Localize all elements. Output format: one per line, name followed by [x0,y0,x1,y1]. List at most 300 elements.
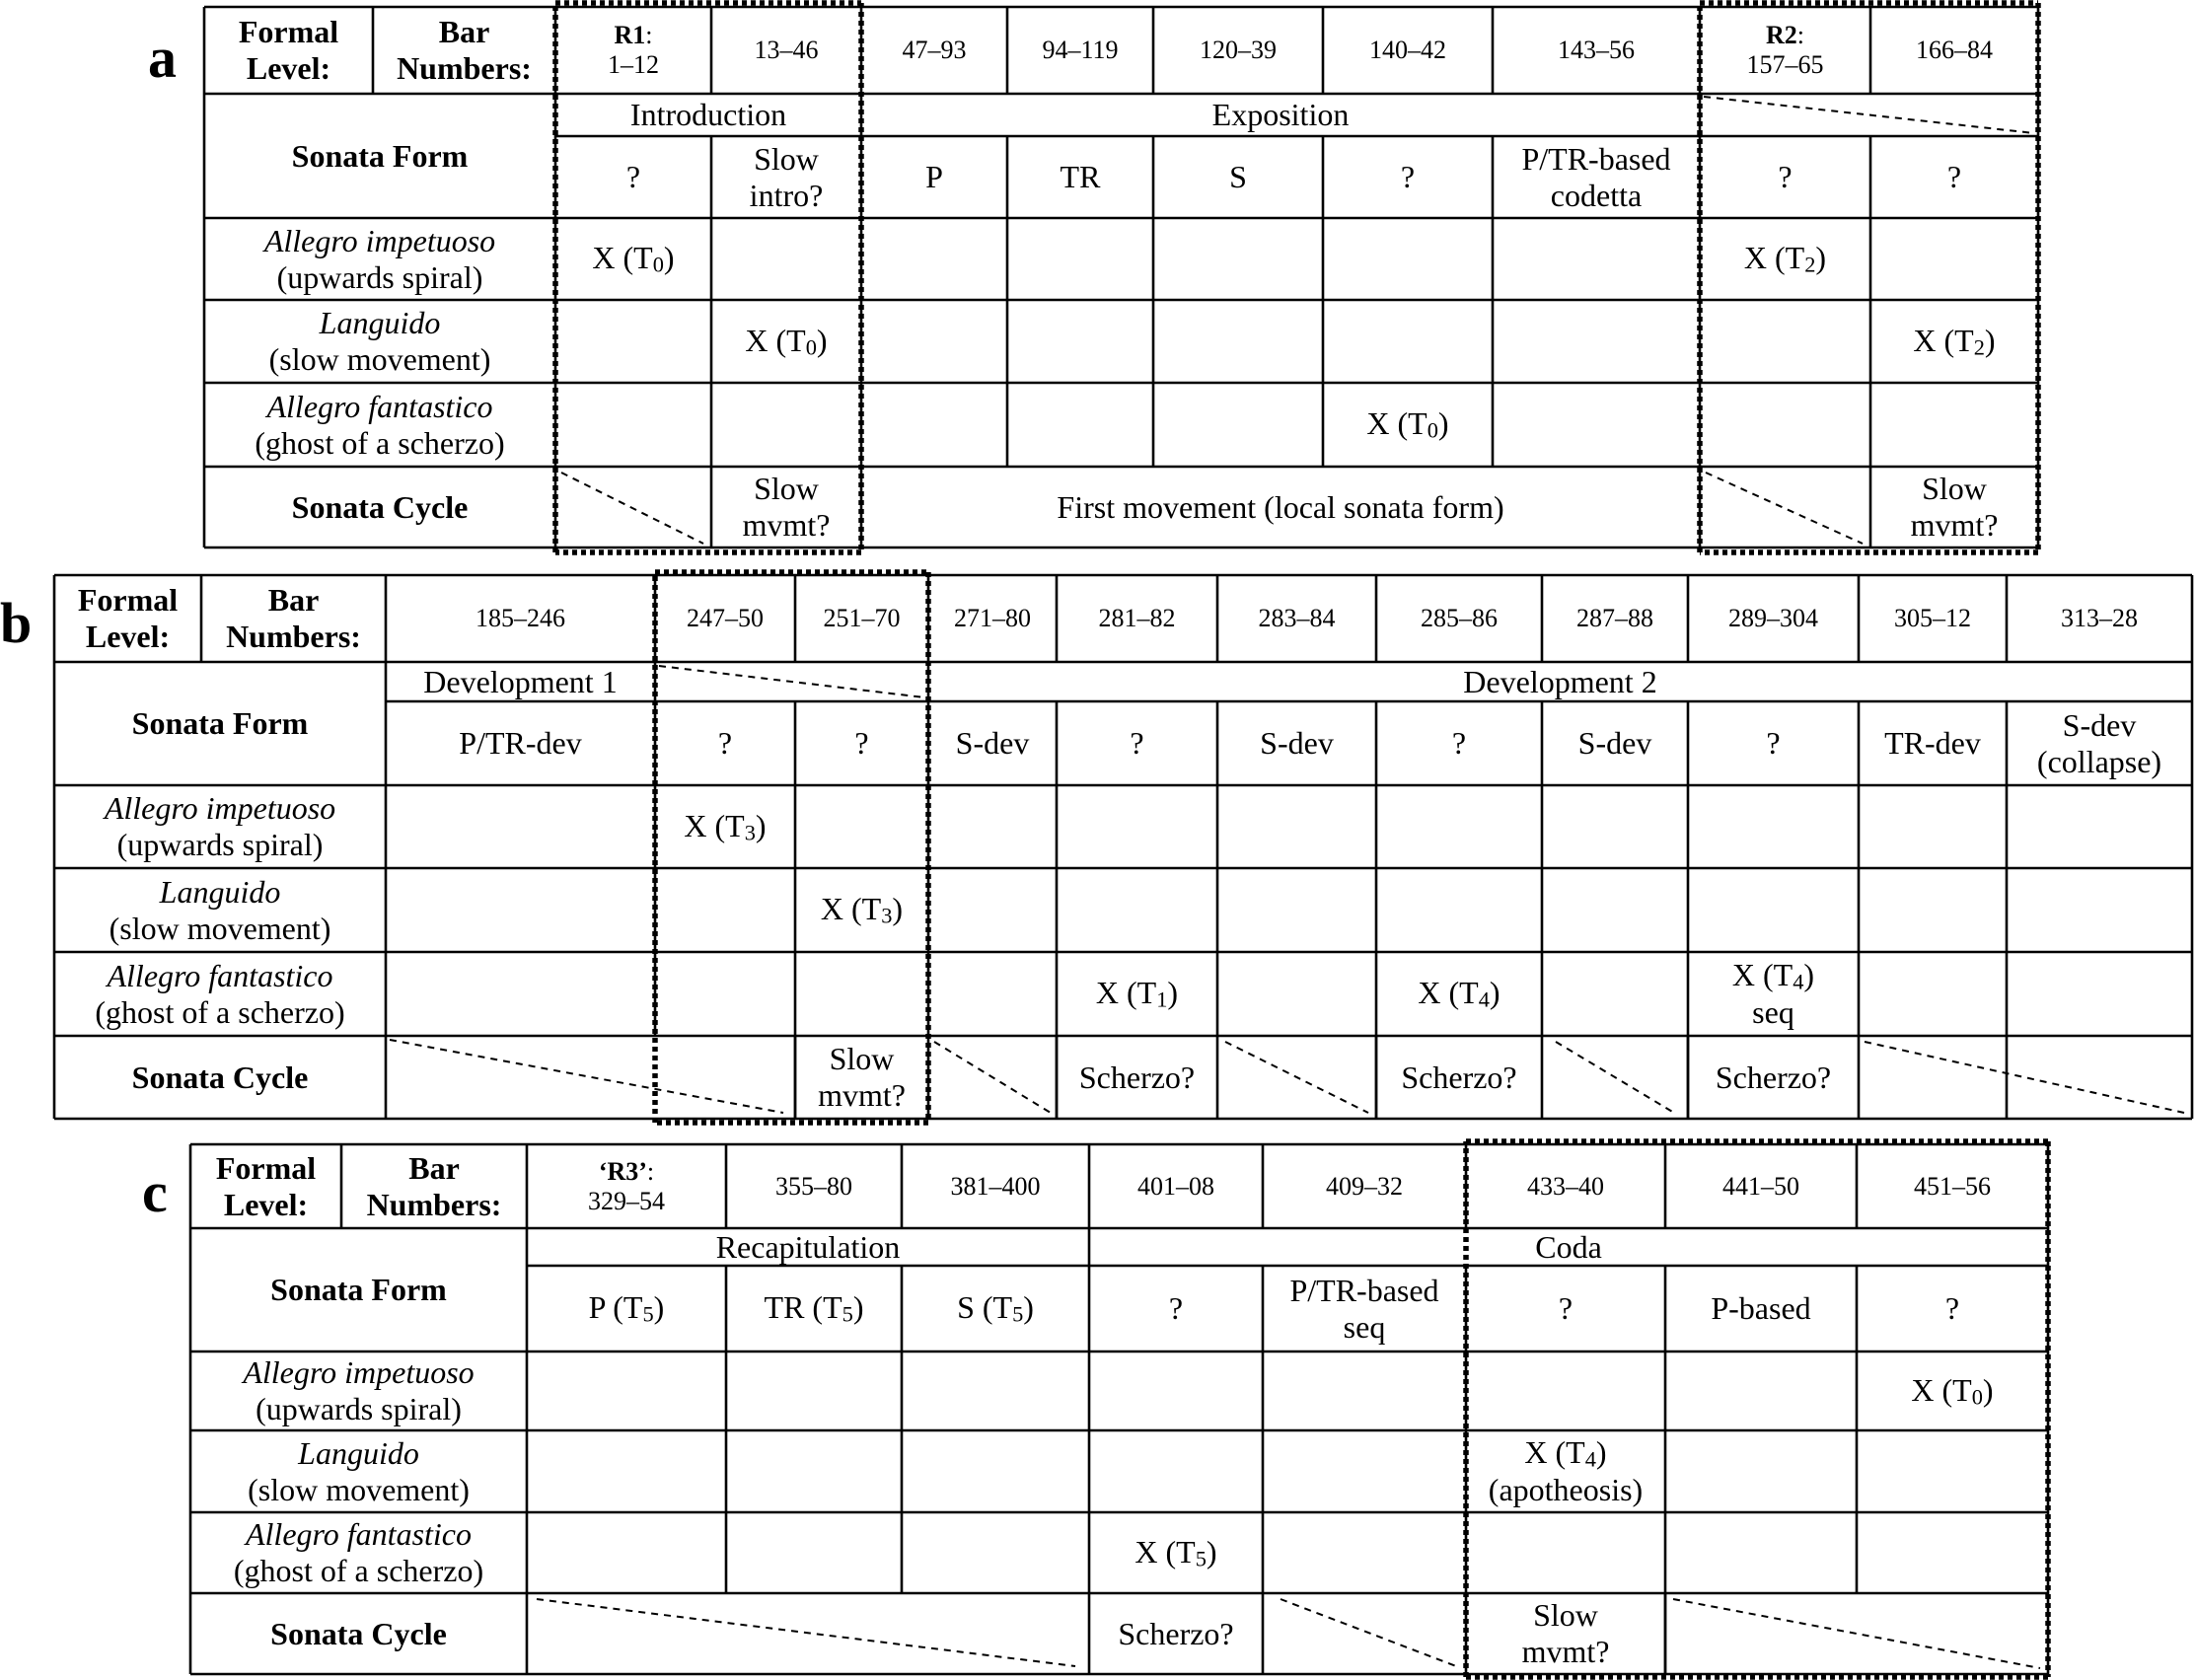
cell-text-line: Development 2 [1463,663,1657,699]
cell-text-line: X $(T_5)$ [1135,1533,1217,1571]
allegro-fantastico-cell [1376,952,1542,1036]
allegro-impetuoso-cell [1700,218,1870,300]
allegro-fantastico-cell [1542,952,1688,1036]
allegro-fantastico-cell [2007,952,2192,1036]
allegro-impetuoso-cell [1153,218,1323,300]
cell-text-line: Scherzo? [1715,1059,1832,1095]
sonata-cycle-cell [1688,1036,1859,1119]
cell-text-line: S-dev [1577,725,1652,762]
languido-cell [555,300,711,383]
bar-number-cell [1263,1144,1466,1228]
cell-text-line: Level: [246,50,331,86]
bar-range: 381–400 [950,1171,1041,1201]
sonata-form-cell [1859,701,2007,785]
languido-cell [1057,868,1217,952]
allegro-impetuoso-cell [1665,1351,1857,1430]
bar-numbers-label [373,7,555,94]
bar-number-cell [726,1144,902,1228]
languido-cell [726,1430,902,1512]
bar-number-cell [655,575,795,662]
languido-cell [1466,1430,1665,1512]
sonata-form-cell [1493,136,1700,218]
cell-text-line: ? [1451,725,1467,762]
allegro-impetuoso-cell [902,1351,1089,1430]
cell-text-line: Slow [754,471,819,507]
cell-text-line: TR $(T_5)$ [764,1289,864,1327]
bar-range: 140–42 [1369,36,1446,65]
cell-text-line: Formal [77,582,179,619]
sonata-form-cell [1542,701,1688,785]
sonata-cycle-cell [795,1036,928,1119]
cell-text-line: X $(T_4)$ [1418,975,1501,1012]
cell-text-line: Scherzo? [1118,1615,1234,1651]
cell-text-line: (ghost of a scherzo) [233,1553,484,1588]
languido-cell [1688,868,1859,952]
cell-text-line: P [925,159,943,195]
allegro-fantastico-cell [1007,383,1153,467]
sonata-form-cell [1153,136,1323,218]
cell-text-line: S-dev [2062,706,2137,743]
cell-text-line: Languido [159,873,281,910]
diagonal-empty [390,1040,783,1113]
cell-text-line: (collapse) [2036,743,2162,779]
row-label-sonata-cycle [54,1036,386,1119]
allegro-fantastico-cell [386,952,655,1036]
sonata-cycle-cell [711,467,861,548]
subscript: 3 [881,903,893,928]
languido-cell [2007,868,2192,952]
row-label-allegro-impetuoso [54,785,386,868]
cell-text-line: ? [1130,725,1144,762]
languido-cell [902,1430,1089,1512]
cell-text-line: mvmt? [818,1077,906,1113]
cell-text-line: codetta [1550,177,1643,213]
sonata-form-cell [527,1266,726,1351]
sonata-form-cell [1870,136,2038,218]
panel-letter: b [0,591,33,655]
bar-number-cell [1466,1144,1665,1228]
cell-text-line: 251–70 [823,604,901,633]
formal-level-label [190,1144,341,1228]
cell-text-line: Slow [829,1041,895,1077]
allegro-fantastico-cell [861,383,1007,467]
bar-number-cell [1323,7,1493,94]
cell-text-line: ? [1558,1290,1574,1327]
cell-text-line: 283–84 [1258,604,1336,633]
formal-level-label [204,7,373,94]
languido-cell [1542,868,1688,952]
cell-text-line: X $(T_0)$ [592,240,675,277]
cell-text-line: Allegro impetuoso [263,222,496,258]
allegro-fantastico-cell [1263,1512,1466,1593]
allegro-impetuoso-cell [527,1351,726,1430]
sonata-form-cell [861,136,1007,218]
cell-text-line: X $(T_1)$ [1095,975,1179,1012]
sonata-form-cell [1263,1266,1466,1351]
bar-range: 47–93 [902,36,967,65]
bar-range: 94–119 [1042,36,1119,65]
languido-cell [1376,868,1542,952]
allegro-impetuoso-cell [1859,785,2007,868]
bar-number-cell [386,575,655,662]
subscript: 0 [1427,417,1438,443]
allegro-impetuoso-cell [861,218,1007,300]
cell-text-line: Languido [298,1434,419,1471]
allegro-impetuoso-cell [655,785,795,868]
bar-range: 13–46 [754,36,819,65]
cell-text-line: (apotheosis) [1488,1472,1644,1508]
sonata-cycle-cell [1089,1593,1263,1674]
allegro-impetuoso-cell [1466,1351,1665,1430]
bar-prefix: ‘R3’: [598,1156,655,1186]
sonata-form-cell [711,136,861,218]
allegro-impetuoso-cell [1493,218,1700,300]
allegro-fantastico-cell [1323,383,1493,467]
languido-cell [1859,868,2007,952]
allegro-fantastico-cell [1493,383,1700,467]
bar-number-cell [902,1144,1089,1228]
sonata-form-cell [386,701,655,785]
languido-cell [711,300,861,383]
row-label-allegro-impetuoso [190,1351,527,1430]
cell-text-line: 313–28 [2061,604,2138,633]
cell-text-line: S-dev [955,725,1030,762]
subscript: 5 [1195,1546,1207,1571]
allegro-impetuoso-cell [1542,785,1688,868]
cell-text-line: Numbers: [366,1186,502,1222]
allegro-impetuoso-cell [1057,785,1217,868]
allegro-impetuoso-cell [726,1351,902,1430]
diagonal-empty [1556,1042,1674,1113]
cell-text-line: seq [1343,1308,1386,1345]
section-development-1 [386,662,655,701]
cell-text-line: X $(T_0)$ [745,322,828,360]
cell-text-line: P $(T_5)$ [588,1289,665,1327]
section-coda [1089,1228,2048,1266]
sonata-form-cell [1665,1266,1857,1351]
cell-text-line: 287–88 [1576,604,1653,633]
bar-range: 1–12 [608,50,659,79]
row-label-sonata-form [54,662,386,785]
subscript: 4 [1584,1446,1596,1472]
cell-text-line: Sonata Cycle [291,488,469,525]
cell-text-line: mvmt? [742,507,831,543]
bar-number-cell [1700,7,1870,94]
cell-text-line: ? [1168,1290,1184,1327]
bar-number-cell [1057,575,1217,662]
languido-cell [1493,300,1700,383]
row-label-sonata-form [204,94,555,218]
languido-cell [1700,300,1870,383]
cell-text-line: ? [1778,159,1793,195]
cell-text-line: ? [625,159,641,195]
bar-range: 409–32 [1326,1171,1403,1201]
bar-number-cell [1688,575,1859,662]
subscript: 2 [1973,334,1985,360]
allegro-fantastico-cell [711,383,861,467]
cell-text-line: Sonata Cycle [270,1615,447,1651]
bar-number-cell [711,7,861,94]
sonata-form-cell [1700,136,1870,218]
bar-range: 433–40 [1527,1171,1604,1201]
allegro-impetuoso-cell [1217,785,1376,868]
sonata-cycle-cell [1057,1036,1217,1119]
bar-number-cell [795,575,928,662]
section-recapitulation [527,1228,1089,1266]
languido-cell [1089,1430,1263,1512]
bar-number-cell [1217,575,1376,662]
row-label-allegro-fantastico [204,383,555,467]
bar-number-cell [1857,1144,2048,1228]
bar-number-cell [555,7,711,94]
cell-text-line: Level: [85,619,171,654]
allegro-impetuoso-cell [1870,218,2038,300]
cell-text-line: Slow [1533,1597,1598,1634]
bar-range: 355–80 [775,1171,852,1201]
sonata-form-cell [928,701,1057,785]
languido-cell [1263,1430,1466,1512]
sonata-form-cell [1057,701,1217,785]
allegro-impetuoso-cell [1007,218,1153,300]
cell-text-line: mvmt? [1521,1634,1610,1669]
row-label-languido [54,868,386,952]
allegro-impetuoso-cell [1857,1351,2048,1430]
diagonal-empty [561,473,703,544]
allegro-impetuoso-cell [711,218,861,300]
languido-cell [1153,300,1323,383]
cell-text-line: Numbers: [397,50,532,86]
cell-text-line: ? [717,725,733,762]
bar-prefix: R2: [1765,21,1804,50]
allegro-fantastico-cell [726,1512,902,1593]
allegro-fantastico-cell [1466,1512,1665,1593]
cell-text-line: TR-dev [1884,725,1981,762]
languido-cell [1857,1430,2048,1512]
bar-number-cell [1089,1144,1263,1228]
row-label-allegro-fantastico [54,952,386,1036]
sonata-cycle-cell [1376,1036,1542,1119]
allegro-impetuoso-cell [1323,218,1493,300]
allegro-impetuoso-cell [795,785,928,868]
row-label-sonata-form [190,1228,527,1351]
section-introduction [555,94,861,136]
cell-text-line: (upwards spiral) [256,1391,462,1426]
allegro-fantastico-cell [527,1512,726,1593]
cell-text-line: P/TR-based [1521,140,1671,177]
bar-number-cell [2007,575,2192,662]
subscript: 5 [642,1301,654,1327]
cell-text-line: 281–82 [1098,604,1176,633]
subscript: 0 [1971,1384,1983,1410]
sonata-form-cell [655,701,795,785]
sonata-cycle-cell [1870,467,2038,548]
sonata-form-cell [1007,136,1153,218]
cell-text-line: Allegro impetuoso [104,790,336,827]
bar-number-cell [1870,7,2038,94]
sonata-form-cell [1466,1266,1665,1351]
languido-cell [527,1430,726,1512]
subscript: 0 [652,252,664,277]
subscript: 4 [1478,986,1490,1012]
cell-text-line: ? [1946,159,1962,195]
bar-range: 120–39 [1200,36,1277,65]
cell-text-line: 185–246 [476,604,565,633]
subscript: 3 [744,820,756,845]
cell-text-line: 285–86 [1421,604,1498,633]
allegro-impetuoso-cell [1688,785,1859,868]
languido-cell [1007,300,1153,383]
languido-cell [928,868,1057,952]
cell-text-line: Scherzo? [1401,1059,1517,1095]
bar-range: 143–56 [1558,36,1635,65]
cell-text-line: Sonata Form [131,705,309,742]
cell-text-line: Bar [267,582,320,619]
cell-text-line: X $(T_4)$ [1731,957,1815,994]
cell-text-line: ? [1766,725,1781,762]
diagonal-empty [1281,1599,1456,1666]
row-label-sonata-cycle [190,1593,527,1674]
cell-text-line: Coda [1535,1228,1602,1265]
row-label-languido [190,1430,527,1512]
languido-cell [655,868,795,952]
bar-number-cell [1007,7,1153,94]
bar-range: 441–50 [1722,1171,1799,1201]
allegro-fantastico-cell [655,952,795,1036]
cell-text-line: Formal [215,1149,317,1186]
languido-cell [1665,1430,1857,1512]
row-label-allegro-impetuoso [204,218,555,300]
sonata-form-cell [1688,701,1859,785]
allegro-fantastico-cell [1870,383,2038,467]
cell-text-line: Sonata Form [270,1272,447,1308]
allegro-impetuoso-cell [2007,785,2192,868]
sonata-form-cell [726,1266,902,1351]
allegro-fantastico-cell [1857,1512,2048,1593]
sonata-form-cell [795,701,928,785]
cell-text-line: Development 1 [423,663,618,699]
allegro-fantastico-cell [1665,1512,1857,1593]
allegro-fantastico-cell [1057,952,1217,1036]
cell-text-line: S [1229,159,1247,195]
panel-letter: a [148,26,177,90]
diagonal-empty [934,1042,1051,1113]
cell-text-line: Allegro impetuoso [243,1354,475,1391]
formal-level-label [54,575,201,662]
cell-text-line: Allegro fantastico [107,957,333,993]
bar-number-cell [1376,575,1542,662]
bar-range: 451–56 [1914,1171,1991,1201]
cell-text-line: (slow movement) [268,341,491,377]
cell-text-line: X $(T_3)$ [684,807,767,845]
bar-range: 401–08 [1137,1171,1214,1201]
diagonal-empty [1225,1042,1368,1113]
cell-text-line: ? [1944,1290,1960,1327]
allegro-fantastico-cell [795,952,928,1036]
cell-text-line: mvmt? [1910,507,1999,543]
bar-number-cell [861,7,1007,94]
cell-text-line: seq [1752,994,1794,1031]
cell-text-line: (upwards spiral) [116,827,324,862]
diagonal-empty [1704,97,2034,133]
sonata-form-cell [1089,1266,1263,1351]
allegro-fantastico-cell [1089,1512,1263,1593]
cell-text-line: Bar [408,1149,460,1186]
cell-text-line: Exposition [1211,97,1350,133]
diagonal-empty [659,666,924,697]
allegro-impetuoso-cell [1376,785,1542,868]
allegro-fantastico-cell [1700,383,1870,467]
cell-text-line: 247–50 [687,604,764,633]
cell-text-line: Level: [223,1186,309,1222]
allegro-fantastico-cell [1859,952,2007,1036]
allegro-fantastico-cell [902,1512,1089,1593]
cell-text-line: Recapitulation [715,1228,901,1265]
subscript: 1 [1156,986,1168,1012]
subscript: 4 [1793,969,1804,994]
cell-text-line: (upwards spiral) [276,258,483,295]
cell-text-line: Sonata Cycle [131,1059,309,1095]
cell-text-line: Introduction [629,97,787,133]
cell-text-line: (ghost of a scherzo) [95,993,345,1030]
bar-prefix: R1: [614,21,653,50]
bar-number-cell [928,575,1057,662]
row-label-languido [204,300,555,383]
bar-numbers-label [341,1144,527,1228]
allegro-fantastico-cell [1217,952,1376,1036]
allegro-fantastico-cell [1153,383,1323,467]
bar-range: 157–65 [1746,50,1824,79]
cell-text-line: Languido [319,305,441,341]
cell-text-line: P/TR-based [1289,1272,1439,1308]
cell-text-line: intro? [749,177,824,213]
cell-text-line: TR [1060,159,1101,195]
bar-range: 166–84 [1916,36,1993,65]
allegro-impetuoso-cell [1089,1351,1263,1430]
diagonal-empty [1865,1042,2184,1113]
cell-text-line: 289–304 [1728,604,1818,633]
bar-number-cell [1542,575,1688,662]
panel-letter: c [142,1160,168,1224]
cell-text-line: X $(T_2)$ [1913,322,1996,360]
section-exposition [861,94,1700,136]
cell-text-line: Sonata Form [291,137,469,174]
cell-text-line: X $(T_3)$ [820,891,904,928]
cell-text-line: S-dev [1260,725,1334,762]
languido-cell [386,868,655,952]
sonata-form-cell [902,1266,1089,1351]
cell-text-line: Allegro fantastico [266,388,493,424]
subscript: 0 [805,334,817,360]
bar-range: 329–54 [588,1186,665,1215]
cell-text-line: ? [1400,159,1416,195]
sonata-form-cell [1217,701,1376,785]
row-label-sonata-cycle [204,467,555,548]
cell-text-line: Slow [1922,471,1987,507]
cell-text-line: Scherzo? [1078,1059,1196,1095]
diagonal-empty [1706,473,1863,544]
cell-text-line: P/TR-dev [459,725,582,762]
cell-text-line: Allegro fantastico [245,1516,472,1553]
cell-text-line: X $(T_4)$ [1524,1434,1607,1472]
allegro-fantastico-cell [555,383,711,467]
bar-number-cell [1665,1144,1857,1228]
cell-text-line: (ghost of a scherzo) [255,424,505,461]
subscript: 5 [1012,1301,1024,1327]
allegro-fantastico-cell [1688,952,1859,1036]
cell-text-line: Numbers: [226,619,361,654]
languido-cell [1870,300,2038,383]
sonata-cycle-cell [861,467,1700,548]
